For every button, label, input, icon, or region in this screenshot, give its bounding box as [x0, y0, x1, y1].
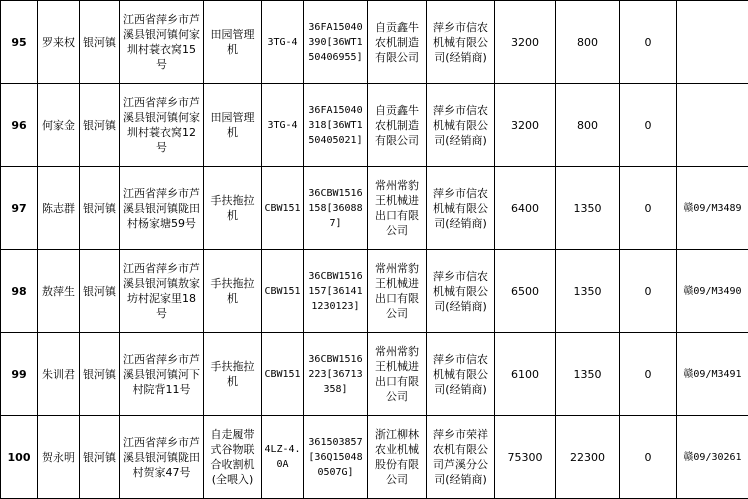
manufacturer-cell: 常州常豹王机械进出口有限公司: [368, 167, 427, 250]
address-cell: 江西省萍乡市芦溪县银河镇陇田村贺家47号: [120, 416, 204, 499]
name-cell: 朱训君: [38, 333, 80, 416]
machine-category-cell: 手扶拖拉机: [204, 333, 262, 416]
table-row: [1, 1, 748, 84]
extra-subsidy-cell: 0: [620, 416, 677, 499]
extra-subsidy-cell: 0: [620, 333, 677, 416]
plate-number-cell: 赣09/M3490: [677, 250, 748, 333]
serial-number-cell: 36CBW1516157[361411230123]: [304, 250, 368, 333]
model-cell: 3TG-4: [262, 1, 304, 84]
row-index-cell: 97: [1, 167, 38, 250]
serial-number-cell: 36FA15040390[36WT150406955]: [304, 1, 368, 84]
price-cell: 3200: [495, 84, 556, 167]
address-cell: 江西省萍乡市芦溪县银河镇何家圳村蓑衣窝12号: [120, 84, 204, 167]
address-cell: 江西省萍乡市芦溪县银河镇敖家坊村泥家里18号: [120, 250, 204, 333]
machine-category-cell: 自走履带式谷物联合收割机(全喂入): [204, 416, 262, 499]
subsidy-cell: 1350: [556, 333, 620, 416]
address-cell: 江西省萍乡市芦溪县银河镇河下村院背11号: [120, 333, 204, 416]
machine-category-cell: 手扶拖拉机: [204, 250, 262, 333]
extra-subsidy-cell: 0: [620, 1, 677, 84]
extra-subsidy-cell: 0: [620, 167, 677, 250]
name-cell: 贺永明: [38, 416, 80, 499]
manufacturer-cell: 常州常豹王机械进出口有限公司: [368, 250, 427, 333]
dealer-cell: 萍乡市信农机械有限公司(经销商): [427, 1, 495, 84]
name-cell: 陈志群: [38, 167, 80, 250]
town-cell: 银河镇: [80, 167, 120, 250]
model-cell: CBW151: [262, 250, 304, 333]
model-cell: CBW151: [262, 333, 304, 416]
subsidy-cell: 800: [556, 1, 620, 84]
table-row: [1, 416, 748, 499]
name-cell: 何家金: [38, 84, 80, 167]
machine-category-cell: 田园管理机: [204, 84, 262, 167]
address-cell: 江西省萍乡市芦溪县银河镇陇田村杨家塘59号: [120, 167, 204, 250]
dealer-cell: 萍乡市信农机械有限公司(经销商): [427, 250, 495, 333]
model-cell: 3TG-4: [262, 84, 304, 167]
table-row: [1, 333, 748, 416]
plate-number-cell: 赣09/M3491: [677, 333, 748, 416]
town-cell: 银河镇: [80, 333, 120, 416]
price-cell: 6100: [495, 333, 556, 416]
row-index-cell: 98: [1, 250, 38, 333]
extra-subsidy-cell: 0: [620, 84, 677, 167]
town-cell: 银河镇: [80, 250, 120, 333]
serial-number-cell: 36CBW1516158[360887]: [304, 167, 368, 250]
serial-number-cell: 36FA15040318[36WT150405021]: [304, 84, 368, 167]
serial-number-cell: 36CBW1516223[36713358]: [304, 333, 368, 416]
dealer-cell: 萍乡市信农机械有限公司(经销商): [427, 167, 495, 250]
manufacturer-cell: 自贡鑫牛农机制造有限公司: [368, 84, 427, 167]
subsidy-cell: 1350: [556, 167, 620, 250]
plate-number-cell: [677, 1, 748, 84]
model-cell: 4LZ-4.0A: [262, 416, 304, 499]
row-index-cell: 99: [1, 333, 38, 416]
manufacturer-cell: 浙江柳林农业机械股份有限公司: [368, 416, 427, 499]
name-cell: 罗来权: [38, 1, 80, 84]
serial-number-cell: 361503857[36Q150480507G]: [304, 416, 368, 499]
table-body: [1, 1, 748, 499]
subsidy-cell: 1350: [556, 250, 620, 333]
name-cell: 敖萍生: [38, 250, 80, 333]
dealer-cell: 萍乡市信农机械有限公司(经销商): [427, 333, 495, 416]
town-cell: 银河镇: [80, 416, 120, 499]
subsidy-cell: 22300: [556, 416, 620, 499]
machine-category-cell: 田园管理机: [204, 1, 262, 84]
row-index-cell: 95: [1, 1, 38, 84]
manufacturer-cell: 自贡鑫牛农机制造有限公司: [368, 1, 427, 84]
dealer-cell: 萍乡市荣祥农机有限公司芦溪分公司(经销商): [427, 416, 495, 499]
table-row: [1, 167, 748, 250]
extra-subsidy-cell: 0: [620, 250, 677, 333]
address-cell: 江西省萍乡市芦溪县银河镇何家圳村蓑衣窝15号: [120, 1, 204, 84]
model-cell: CBW151: [262, 167, 304, 250]
town-cell: 银河镇: [80, 1, 120, 84]
price-cell: 6500: [495, 250, 556, 333]
row-index-cell: 96: [1, 84, 38, 167]
plate-number-cell: [677, 84, 748, 167]
machine-category-cell: 手扶拖拉机: [204, 167, 262, 250]
manufacturer-cell: 常州常豹王机械进出口有限公司: [368, 333, 427, 416]
price-cell: 3200: [495, 1, 556, 84]
plate-number-cell: 赣09/M3489: [677, 167, 748, 250]
town-cell: 银河镇: [80, 84, 120, 167]
dealer-cell: 萍乡市信农机械有限公司(经销商): [427, 84, 495, 167]
price-cell: 75300: [495, 416, 556, 499]
row-index-cell: 100: [1, 416, 38, 499]
plate-number-cell: 赣09/30261: [677, 416, 748, 499]
table-row: [1, 250, 748, 333]
subsidy-cell: 800: [556, 84, 620, 167]
price-cell: 6400: [495, 167, 556, 250]
table-row: [1, 84, 748, 167]
